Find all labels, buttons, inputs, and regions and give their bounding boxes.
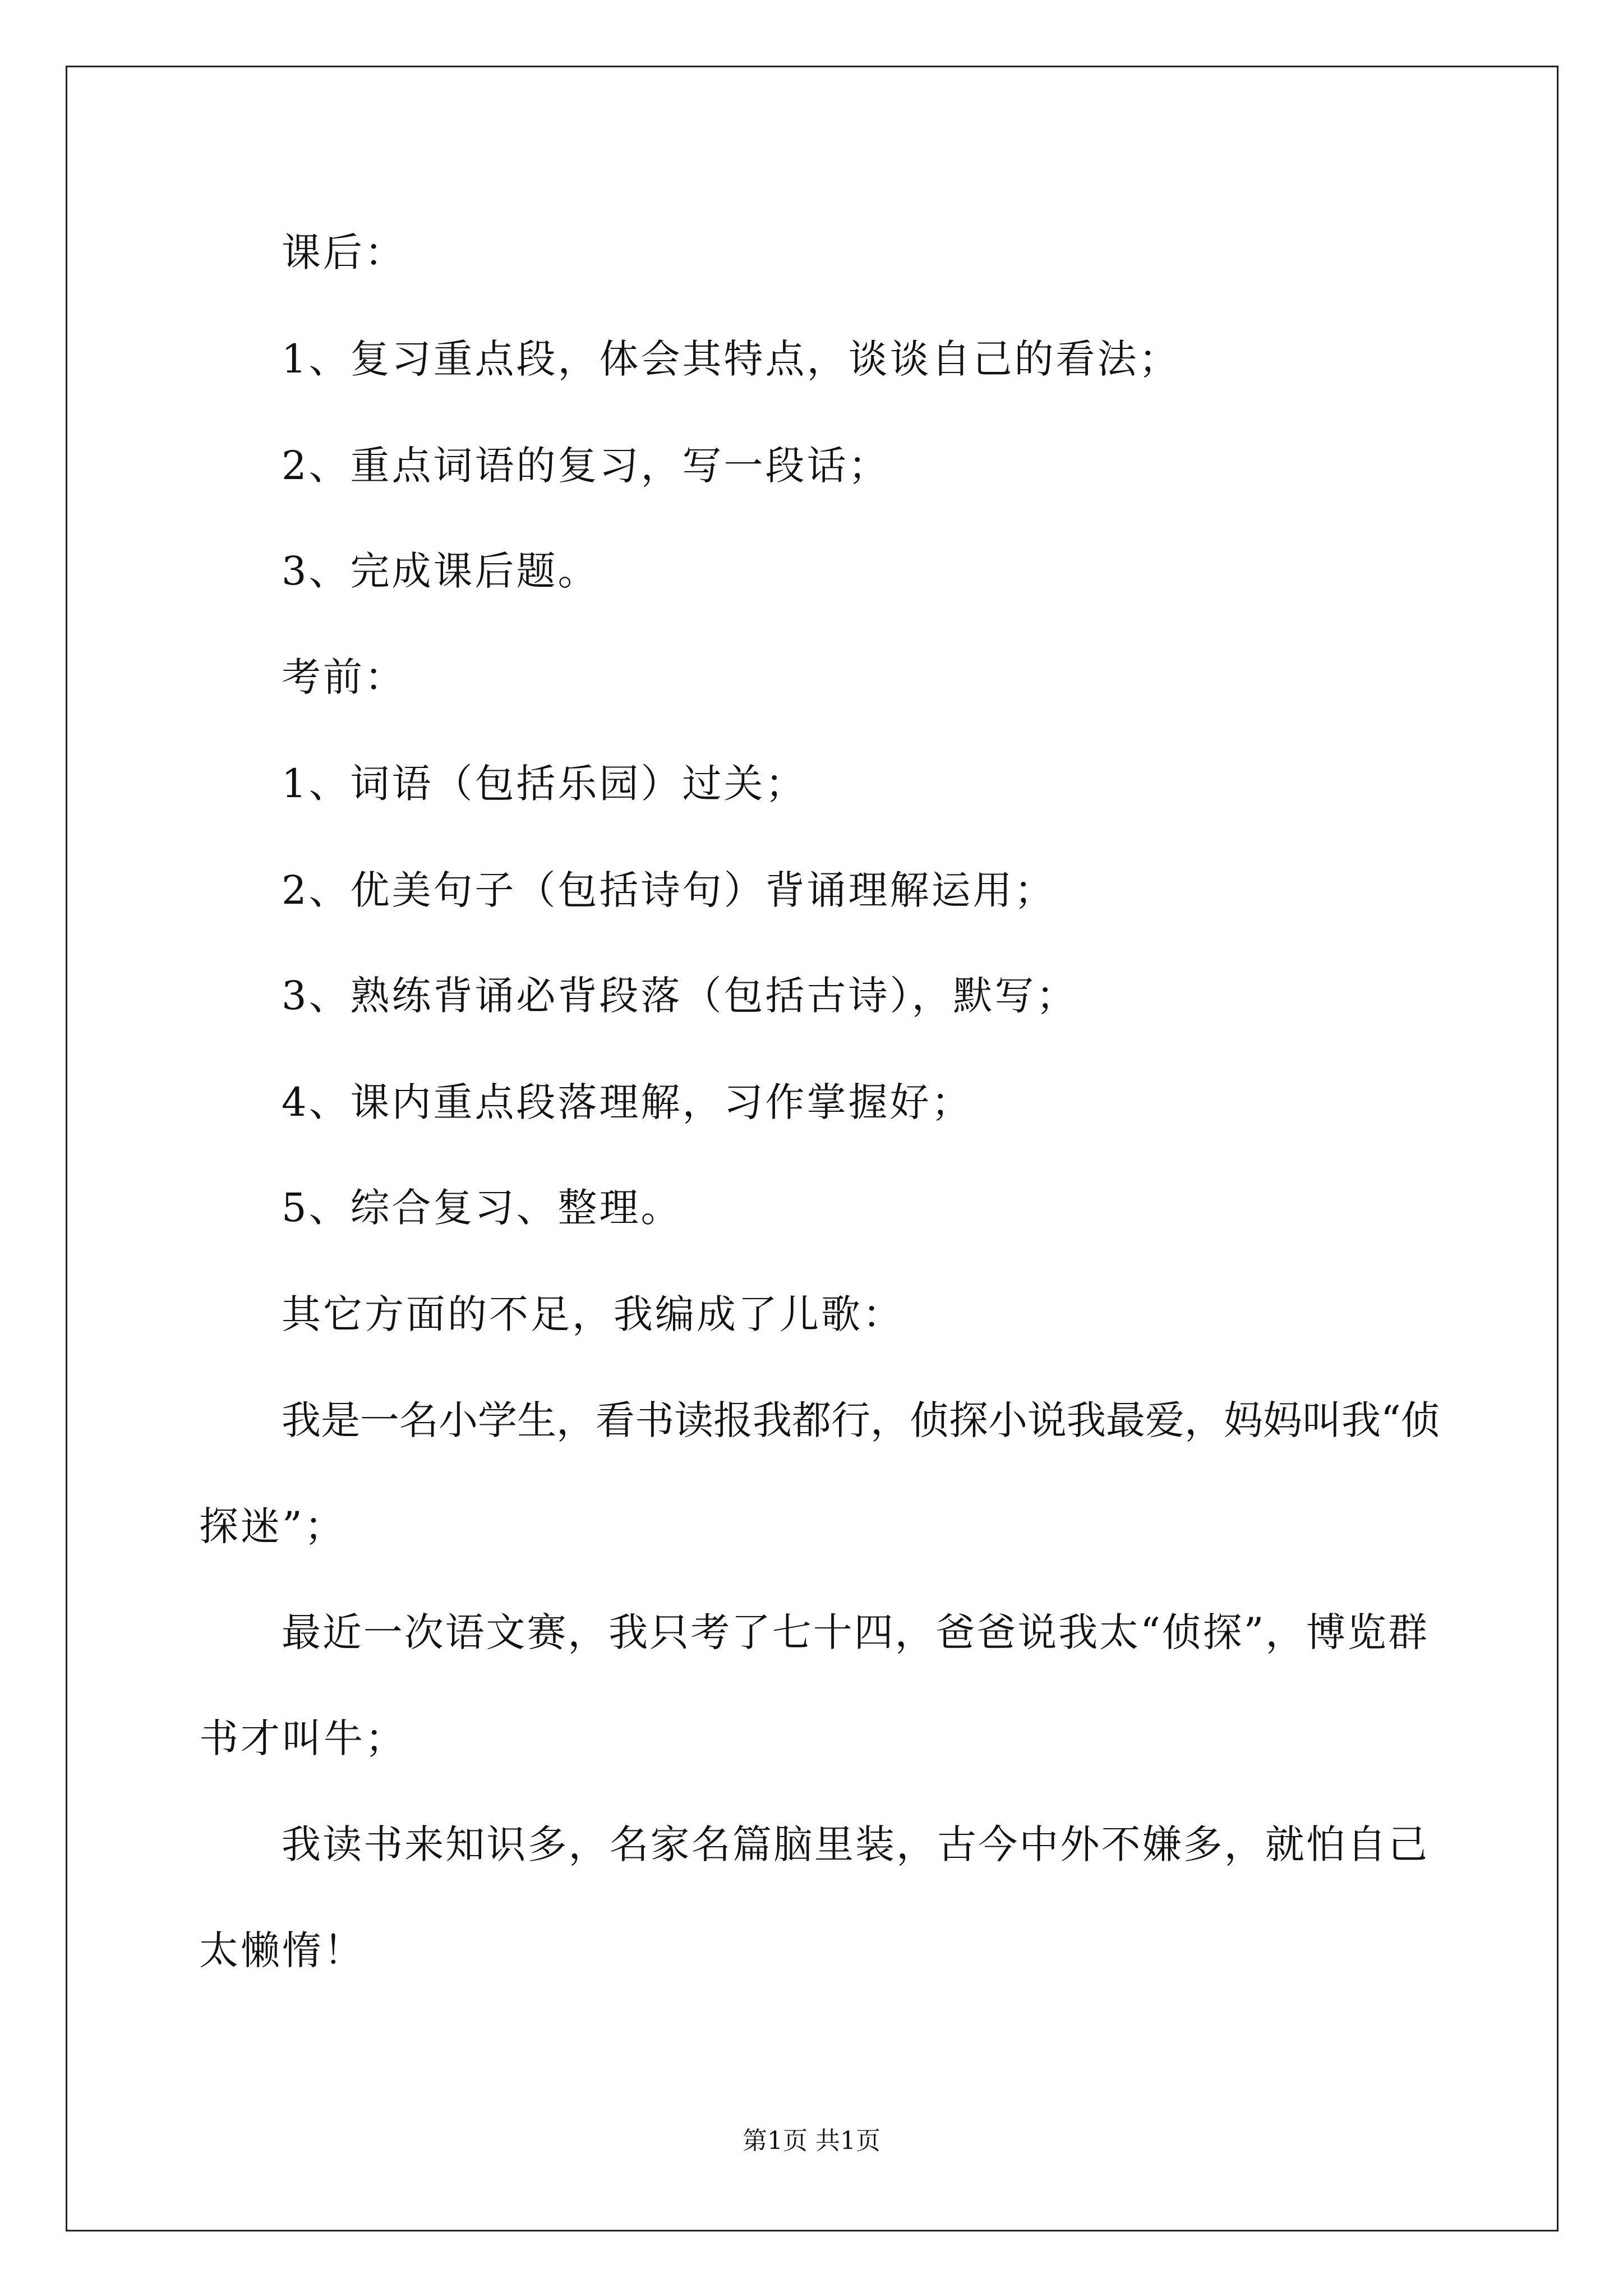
text-line: 考前：	[282, 654, 406, 700]
text-line: 我是一名小学生，看书读报我都行，侦探小说我最爱，妈妈叫我“侦	[282, 1397, 1440, 1443]
text-line: 课后：	[282, 229, 406, 275]
page-border	[66, 66, 1559, 2231]
text-line: 3、熟练背诵必背段落（包括古诗），默写；	[282, 973, 1078, 1019]
text-line: 3、完成课后题。	[282, 548, 600, 594]
text-line: 1、词语（包括乐园）过关；	[282, 761, 807, 807]
text-line: 太懒惰！	[199, 1927, 365, 1973]
text-line: 其它方面的不足，我编成了儿歌：	[282, 1291, 904, 1337]
text-line: 2、优美句子（包括诗句）背诵理解运用；	[282, 867, 1056, 913]
text-line: 1、复习重点段，体会其特点，谈谈自己的看法；	[282, 336, 1181, 382]
text-line: 书才叫牛；	[199, 1715, 407, 1761]
text-line: 2、重点词语的复习，写一段话；	[282, 443, 890, 489]
text-line: 探迷”；	[199, 1503, 346, 1549]
page-number-footer: 第1页 共1页	[743, 2127, 880, 2155]
text-line: 最近一次语文赛，我只考了七十四，爸爸说我太“侦探”，博览群	[282, 1609, 1427, 1655]
text-line: 4、课内重点段落理解，习作掌握好；	[282, 1079, 973, 1125]
text-line: 5、综合复习、整理。	[282, 1185, 683, 1231]
text-line: 我读书来知识多，名家名篇脑里装，古今中外不嫌多，就怕自己	[282, 1821, 1427, 1867]
